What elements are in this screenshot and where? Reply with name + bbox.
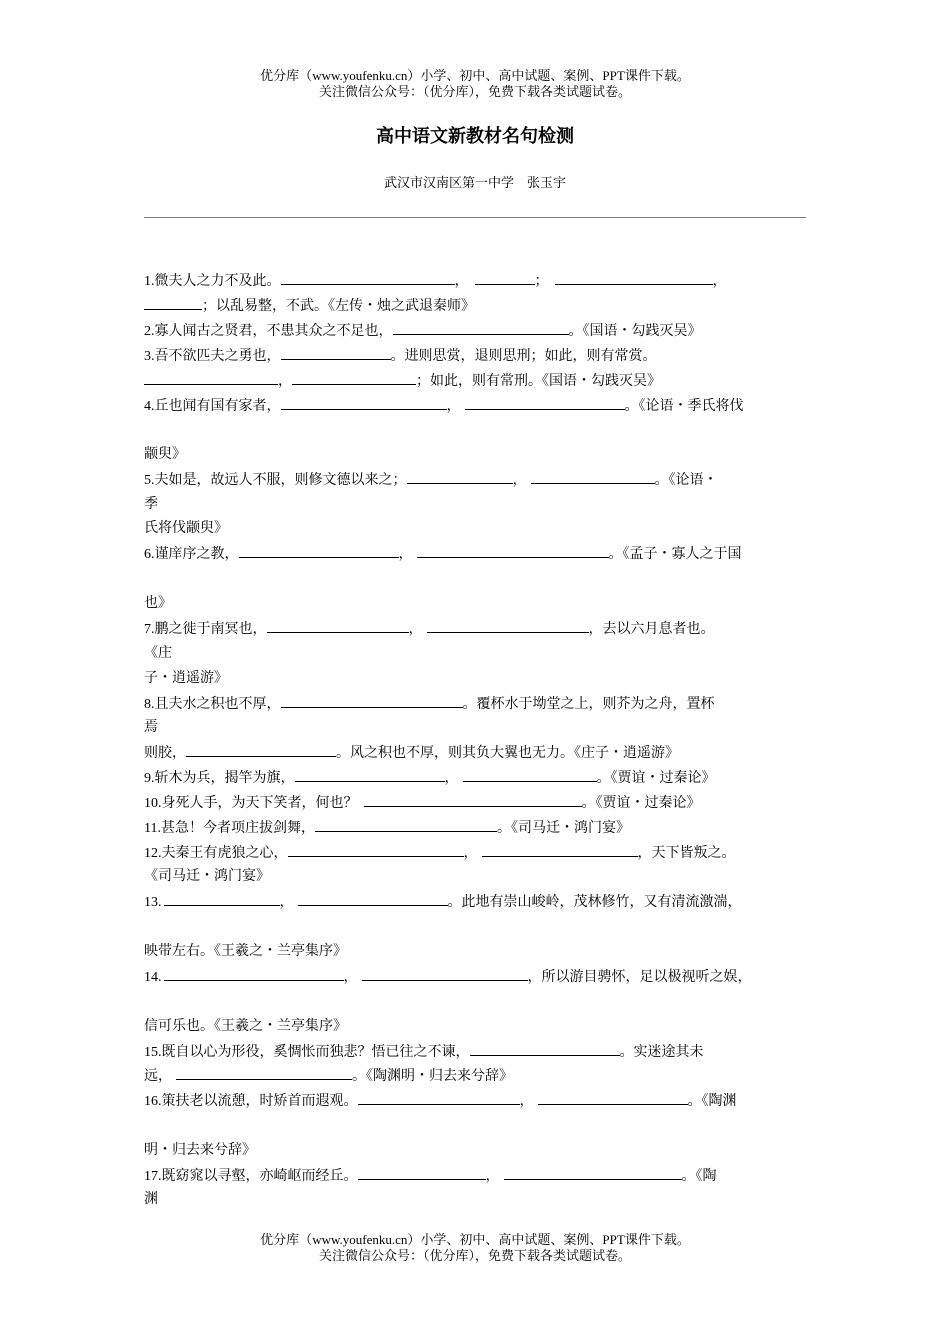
page-footer — [0, 1232, 950, 1265]
question-line: 氏将伐颛臾》 — [144, 520, 228, 536]
question-line: 明・归去来兮辞》 — [144, 1142, 256, 1158]
question-line: ， ；如此，则有常刑。《国语・勾践灭吴》 — [144, 371, 806, 390]
question-line: 远， 。《陶渊明・归去来兮辞》 — [144, 1068, 513, 1084]
footer-site: 优分库（ — [260, 1233, 313, 1248]
answer-blank[interactable] — [315, 818, 497, 832]
footer-url[interactable]: www.youfenku.cn — [312, 1232, 408, 1247]
question-line: 13. ， 。此地有崇山峻岭，茂林修竹，又有清流激湍， — [144, 894, 742, 910]
author-line: 武汉市汉南区第一中学 张玉宇 — [383, 176, 566, 191]
answer-blank[interactable] — [463, 768, 597, 782]
header-tail: 课件下载。 — [624, 69, 690, 84]
header-line-2: 关注微信公众号：（优分库），免费下载各类试题试卷。 — [318, 85, 631, 100]
answer-blank[interactable] — [427, 619, 589, 633]
question-line: 则胶， 。风之积也不厚，则其负大翼也无力。《庄子・逍遥游》 — [144, 745, 679, 761]
answer-blank[interactable] — [538, 1091, 688, 1105]
answer-blank[interactable] — [364, 793, 582, 807]
question-line: 也》 — [144, 595, 172, 611]
answer-blank[interactable] — [362, 967, 528, 981]
question-line: 6.谨庠序之教， ， 。《孟子・寡人之于国 — [144, 546, 742, 562]
answer-blank[interactable] — [281, 396, 447, 410]
answer-blank[interactable] — [292, 371, 416, 385]
answer-blank[interactable] — [281, 271, 455, 285]
answer-blank[interactable] — [295, 768, 445, 782]
question-line: 5.夫如是，故远人不服，则修文德以来之； ， 。《论语・ — [144, 472, 718, 488]
question-line: 焉 — [144, 719, 158, 735]
page-title: 高中语文新教材名句检测 — [376, 126, 574, 147]
question-line: 2.寡人闻古之贤君，不患其众之不足也， 。《国语・勾践灭吴》 — [144, 323, 702, 339]
answer-blank[interactable] — [504, 1166, 682, 1180]
answer-blank[interactable] — [267, 619, 409, 633]
question-line: ；以乱易整，不武。《左传・烛之武退秦师》 — [144, 296, 806, 315]
question-line: 9.斩木为兵，揭竿为旗， ， 。《贾谊・过秦论》 — [144, 770, 716, 786]
answer-blank[interactable] — [482, 843, 638, 857]
question-line: 8.且夫水之积也不厚， 。覆杯水于坳堂之上，则芥为之舟，置杯 — [144, 696, 715, 712]
question-line: 7.鹏之徙于南冥也， ， ，去以六月息者也。 — [144, 621, 715, 637]
question-line: 1.微夫人之力不及此。 ， ； ， — [144, 273, 727, 289]
header-line-1 — [0, 68, 950, 85]
question-line: 16.策扶老以流憩，时矫首而遐观。 ， 。《陶渊 — [144, 1093, 737, 1109]
question-line: 颛臾》 — [144, 446, 186, 462]
header-site: 优分库（ — [260, 69, 313, 84]
question-line: 映带左右。《王羲之・兰亭集序》 — [144, 943, 347, 959]
question-line: 4.丘也闻有国有家者， ， 。《论语・季氏将伐 — [144, 398, 744, 414]
answer-blank[interactable] — [465, 396, 625, 410]
answer-blank[interactable] — [470, 1042, 620, 1056]
answer-blank[interactable] — [417, 544, 609, 558]
question-line: 17.既窈窕以寻壑，亦崎岖而经丘。 ， 。《陶 — [144, 1168, 717, 1184]
page-header — [0, 68, 950, 101]
question-line: 11.甚急！今者项庄拔剑舞， 。《司马迁・鸿门宴》 — [144, 820, 630, 836]
answer-blank[interactable] — [144, 296, 202, 310]
answer-blank[interactable] — [176, 1066, 352, 1080]
question-line: 3.吾不欲匹夫之勇也， 。进则思赏，退则思刑；如此，则有常赏。 — [144, 348, 657, 364]
answer-blank[interactable] — [358, 1166, 486, 1180]
answer-blank[interactable] — [164, 892, 280, 906]
answer-blank[interactable] — [531, 470, 655, 484]
answer-blank[interactable] — [144, 371, 278, 385]
question-line: 渊 — [144, 1191, 158, 1207]
footer-line-1 — [0, 1232, 950, 1249]
answer-blank[interactable] — [298, 892, 448, 906]
title-divider — [144, 217, 806, 218]
question-line: 信可乐也。《王羲之・兰亭集序》 — [144, 1018, 347, 1034]
answer-blank[interactable] — [288, 843, 464, 857]
answer-blank[interactable] — [281, 694, 463, 708]
header-rest: ）小学、初中、高中试题、案例、 — [407, 69, 603, 84]
question-line: 子・逍遥游》 — [144, 670, 228, 686]
answer-blank[interactable] — [555, 271, 713, 285]
footer-ppt: PPT — [602, 1232, 625, 1247]
answer-blank[interactable] — [475, 271, 535, 285]
answer-blank[interactable] — [407, 470, 513, 484]
footer-line-2: 关注微信公众号：（优分库），免费下载各类试题试卷。 — [318, 1249, 631, 1264]
answer-blank[interactable] — [281, 346, 391, 360]
question-line: 14. ， ，所以游目骋怀，足以极视听之娱， — [144, 969, 752, 985]
question-line: 10.身死人手，为天下笑者，何也？ 。《贾谊・过秦论》 — [144, 795, 701, 811]
answer-blank[interactable] — [164, 967, 344, 981]
header-ppt: PPT — [602, 68, 625, 83]
question-line: 12.夫秦王有虎狼之心， ， ，天下皆叛之。 — [144, 845, 736, 861]
answer-blank[interactable] — [186, 743, 336, 757]
answer-blank[interactable] — [239, 544, 399, 558]
footer-rest: ）小学、初中、高中试题、案例、 — [407, 1233, 603, 1248]
question-line: 季 — [144, 496, 158, 512]
question-line: 《庄 — [144, 645, 172, 661]
question-line: 《司马迁・鸿门宴》 — [144, 868, 270, 884]
question-line: 15.既自以心为形役，奚惆怅而独悲？悟已往之不谏， 。实迷途其未 — [144, 1044, 704, 1060]
answer-blank[interactable] — [393, 321, 569, 335]
footer-tail: 课件下载。 — [624, 1233, 690, 1248]
answer-blank[interactable] — [358, 1091, 520, 1105]
header-url[interactable]: www.youfenku.cn — [312, 68, 408, 83]
